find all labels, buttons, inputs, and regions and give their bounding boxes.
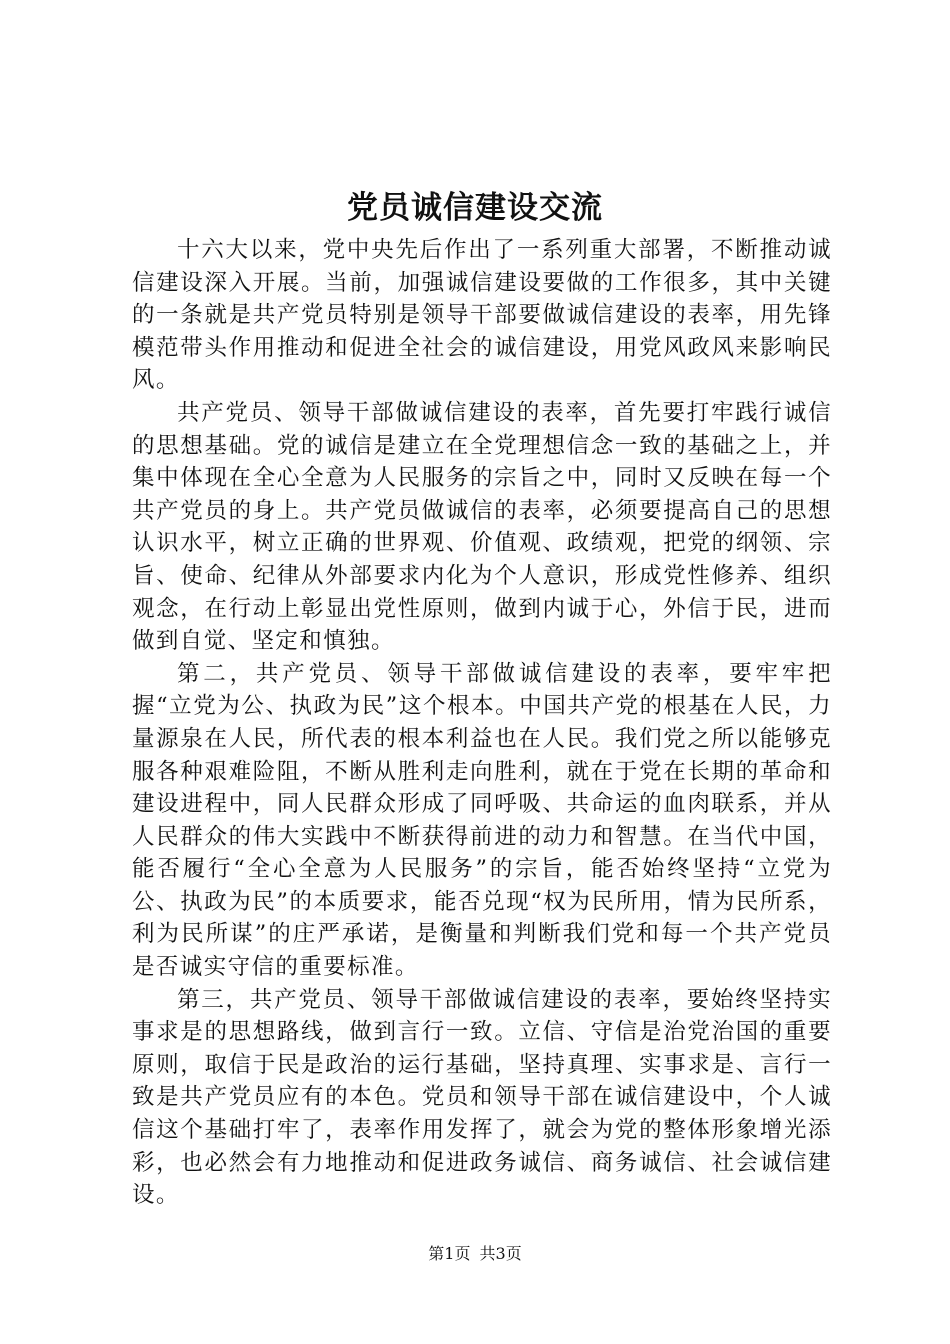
paragraph-1: 十六大以来，党中央先后作出了一系列重大部署，不断推动诚信建设深入开展。当前，加强诚信建设要做的工作很多，其中关键的一条就是共产党员特别是领导干部要做诚信建设的表率，用先锋模范带头作用推动和促进全社会的诚信建设，用党风政风来影响民风。 [132, 237, 832, 394]
paragraph-4: 第三，共产党员、领导干部做诚信建设的表率，要始终坚持实事求是的思想路线，做到言行一致。立信、守信是治党治国的重要原则，取信于民是政治的运行基础，坚持真理、实事求是、言行一致是共产党员应有的本色。党员和领导干部在诚信建设中，个人诚信这个基础打牢了，表率作用发挥了，就会为党的整体形象增光添彩，也必然会有力地推动和促进政务诚信、商务诚信、社会诚信建设。 [132, 986, 832, 1209]
document-title: 党员诚信建设交流 [347, 190, 603, 226]
document-body [132, 234, 832, 1212]
page-footer [0, 1243, 950, 1265]
paragraph-3: 第二，共产党员、领导干部做诚信建设的表率，要牢牢把握“立党为公、执政为民”这个根本。中国共产党的根基在人民，力量源泉在人民，所代表的根本利益也在人民。我们党之所以能够克服各种艰难险阻，不断从胜利走向胜利，就在于党在长期的革命和建设进程中，同人民群众形成了同呼吸、共命运的血肉联系，并从人民群众的伟大实践中不断获得前进的动力和智慧。在当代中国，能否履行“全心全意为人民服务”的宗旨，能否始终坚持“立党为公、执政为民”的本质要求，能否兑现“权为民所用，情为民所系，利为民所谋”的庄严承诺，是衡量和判断我们党和每一个共产党员是否诚实守信的重要标准。 [132, 660, 832, 981]
paragraph-2: 共产党员、领导干部做诚信建设的表率，首先要打牢践行诚信的思想基础。党的诚信是建立在全党理想信念一致的基础之上，并集中体现在全心全意为人民服务的宗旨之中，同时又反映在每一个共产党员的身上。共产党员做诚信的表率，必须要提高自己的思想认识水平，树立正确的世界观、价值观、政绩观，把党的纲领、宗旨、使命、纪律从外部要求内化为个人意识，形成党性修养、组织观念，在行动上彰显出党性原则，做到内诚于心，外信于民，进而做到自觉、坚定和慎独。 [132, 399, 832, 655]
page-total: 共3页 [479, 1244, 522, 1263]
page-number: 第1页 [428, 1244, 471, 1263]
